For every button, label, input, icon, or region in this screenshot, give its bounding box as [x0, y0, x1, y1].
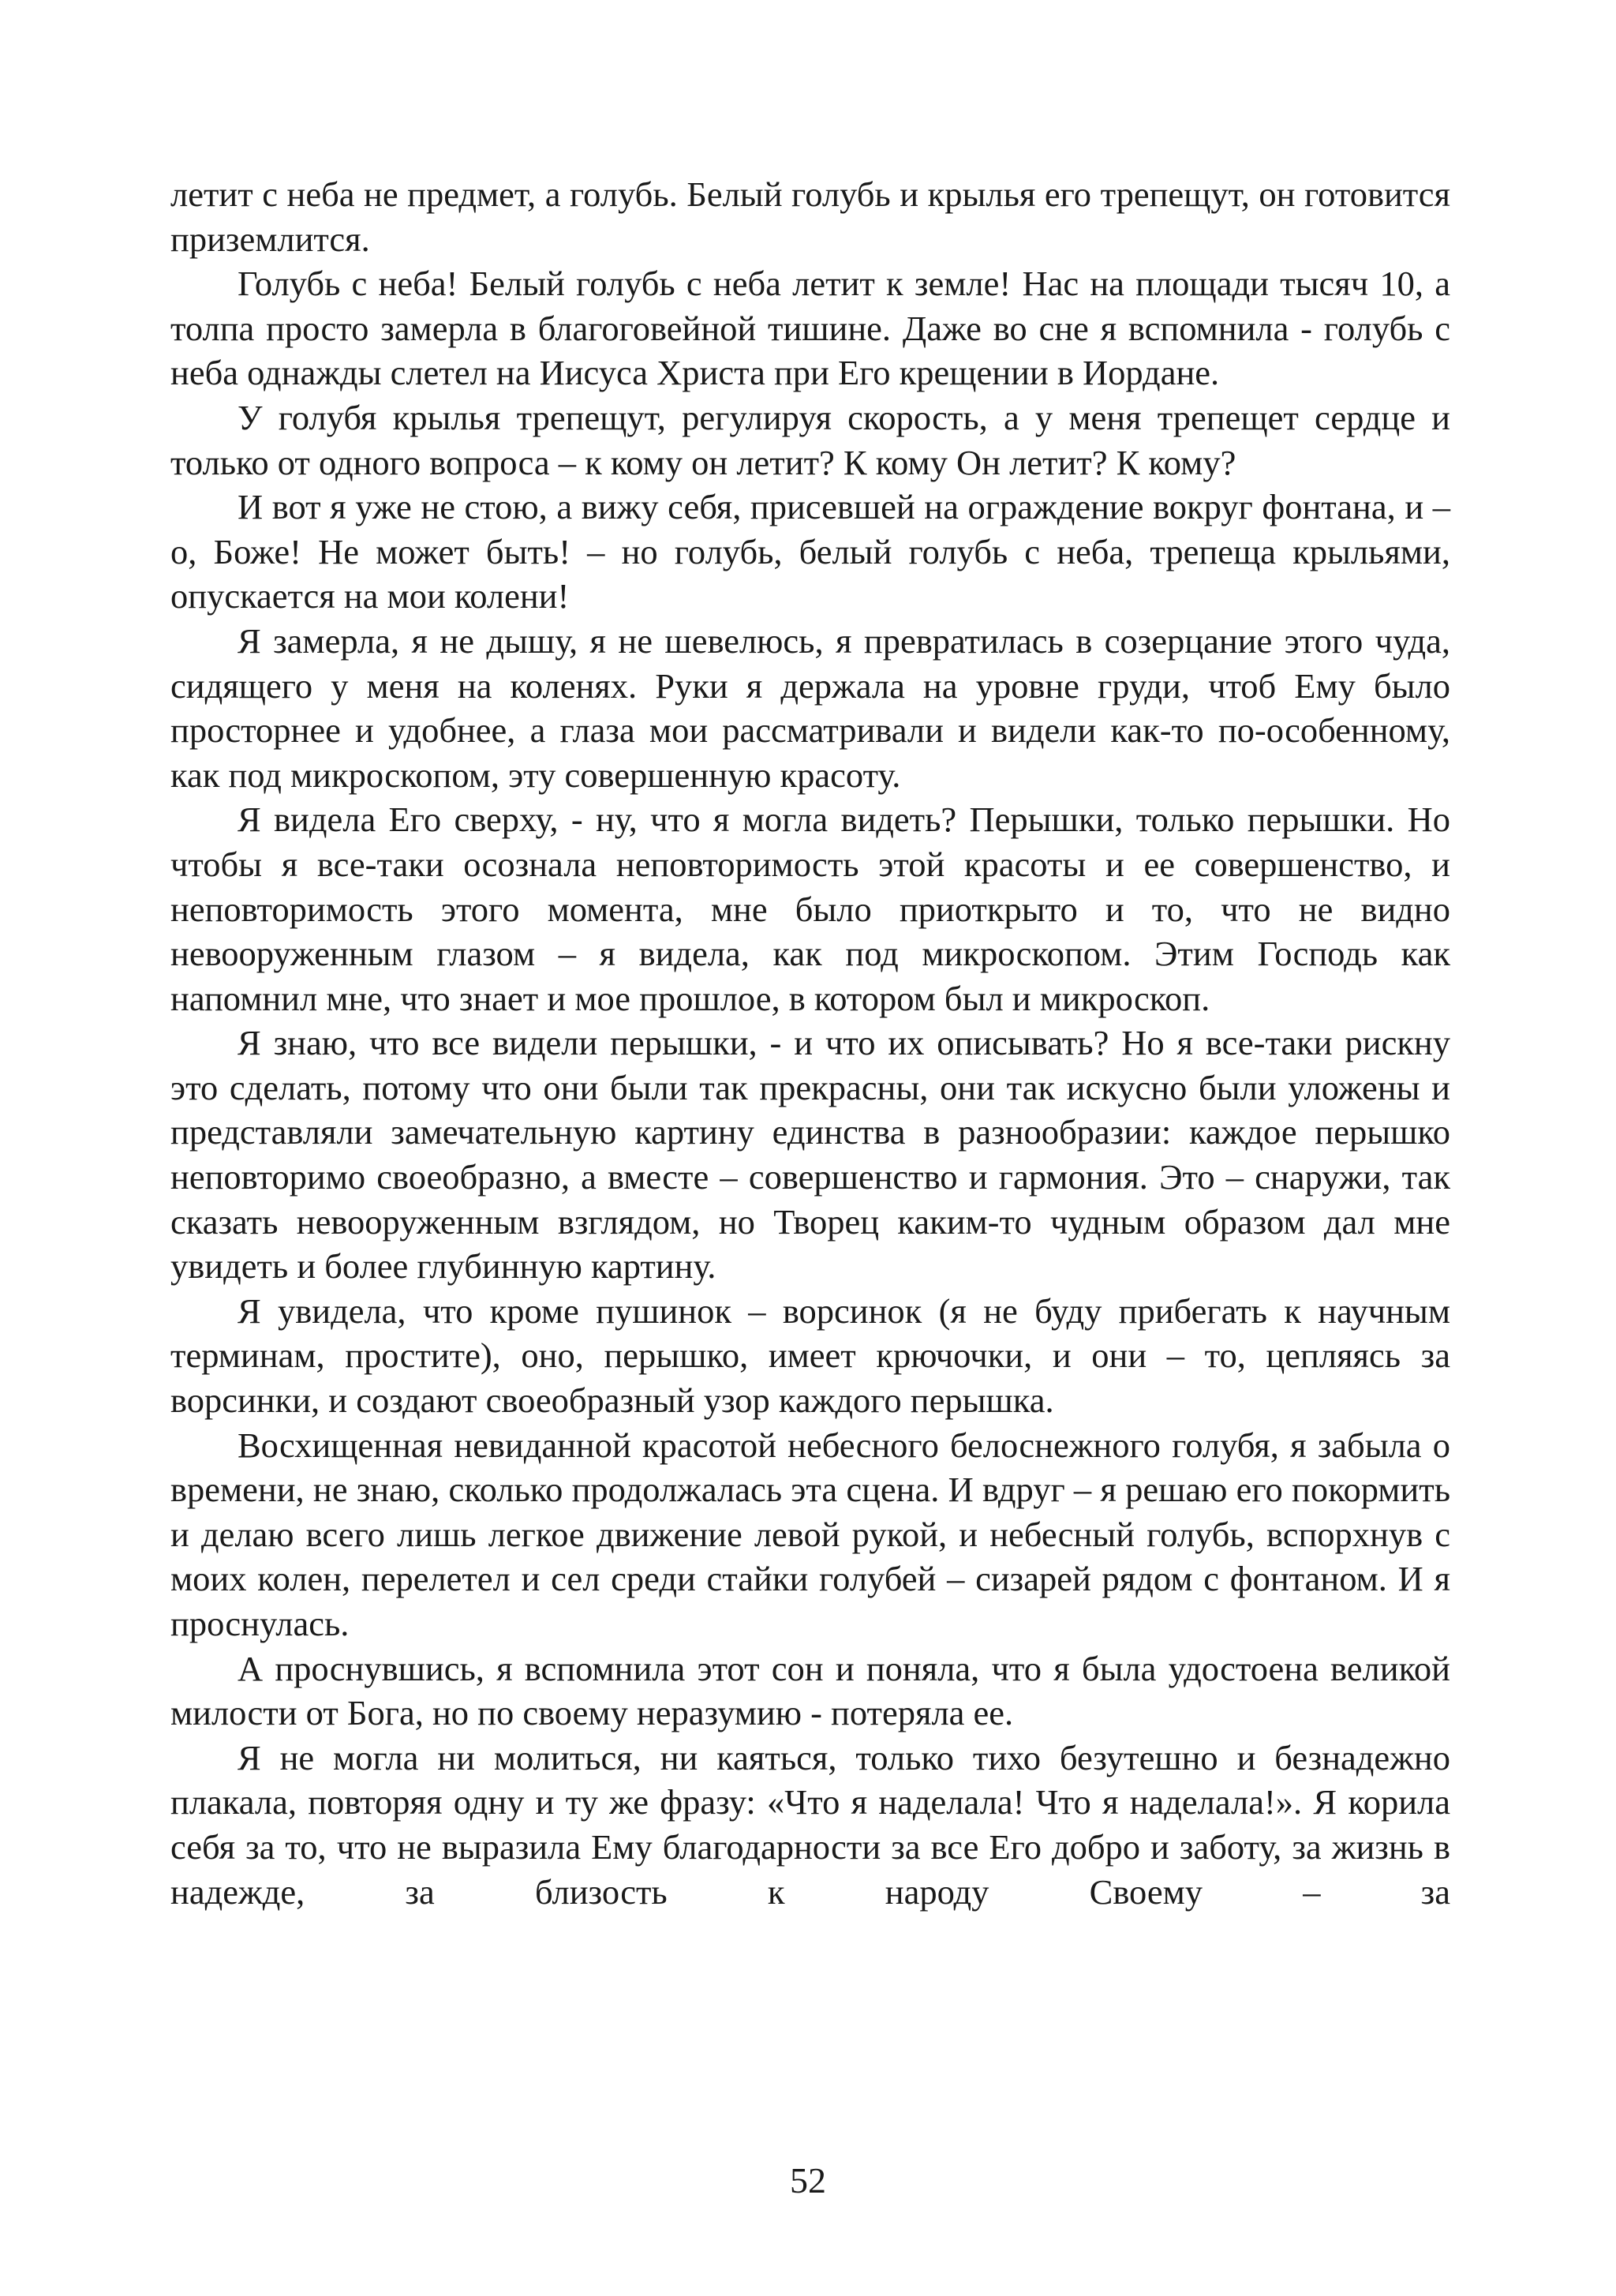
paragraph: Я замерла, я не дышу, я не шевелюсь, я превратилась в созерцание этого чуда, сидящего у меня на коленях. Руки я держала на уровне груди, чтоб Ему было просторнее и удобнее, а глаза мои рассматривали и видели как-то по-особенному, как под микроскопом, эту совершенную красоту.: [170, 620, 1450, 795]
paragraph: У голубя крылья трепещут, регулируя скорость, а у меня трепещет сердце и только от одного вопроса – к кому он летит? К кому Он летит? К кому?: [170, 397, 1450, 482]
paragraph: Я знаю, что все видели перышки, - и что их описывать? Но я все-таки рискну это сделать, потому что они были так прекрасны, они так искусно были уложены и представляли замечательную картину единства в разнообразии: каждое перышко неповторимо своеобразно, а вместе – совершенство и гармония. Это – снаружи, так сказать невооруженным взглядом, но Творец каким-то чудным образом дал мне увидеть и более глубинную картину.: [170, 1023, 1450, 1287]
paragraph-continued: летит с неба не предмет, а голубь. Белый голубь и крылья его трепещут, он готовится приземлится.: [170, 174, 1450, 259]
paragraph: Я видела Его сверху, - ну, что я могла видеть? Перышки, только перышки. Но чтобы я все-таки осознала неповторимость этой красоты и ее совершенство, и неповторимость этого момента, мне было приоткрыто и то, что не видно невооруженным глазом – я видела, как под микроскопом. Этим Господь как напомнил мне, что знает и мое прошлое, в котором был и микроскоп.: [170, 800, 1450, 1018]
paragraph: А проснувшись, я вспомнила этот сон и поняла, что я была удостоена великой милости от Бога, но по своему неразумию - потеряла ее.: [170, 1648, 1450, 1733]
paragraph: Голубь с неба! Белый голубь с неба летит к земле! Нас на площади тысяч 10, а толпа просто замерла в благоговейной тишине. Даже во сне я вспомнила - голубь с неба однажды слетел на Иисуса Христа при Его крещении в Иордане.: [170, 264, 1450, 393]
paragraph: Я увидела, что кроме пушинок – ворсинок (я не буду прибегать к научным терминам, простите), оно, перышко, имеет крючочки, и они – то, цепляясь за ворсинки, и создают своеобразный узор каждого перышка.: [170, 1290, 1450, 1421]
page-number: 52: [790, 2160, 826, 2200]
paragraph-continues-next-page: Я не могла ни молиться, ни каяться, только тихо безутешно и безнадежно плакала, повторяя одну и ту же фразу: «Что я наделала! Что я наделала!». Я корила себя за то, что не выразила Ему благодарности за все Его добро и заботу, за жизнь в надежде, за близость к народу Своему – за: [170, 1737, 1450, 1912]
paragraph: И вот я уже не стою, а вижу себя, присевшей на ограждение вокруг фонтана, и – о, Боже! Не может быть! – но голубь, белый голубь с неба, трепеща крыльями, опускается на мои колени!: [170, 487, 1450, 616]
paragraph: Восхищенная невиданной красотой небесного белоснежного голубя, я забыла о времени, не знаю, сколько продолжалась эта сцена. И вдруг – я решаю его покормить и делаю всего лишь легкое движение левой рукой, и небесный голубь, вспорхнув с моих колен, перелетел и сел среди стайки голубей – сизарей рядом с фонтаном. И я проснулась.: [170, 1425, 1450, 1643]
page-text-body: [170, 172, 1450, 1914]
